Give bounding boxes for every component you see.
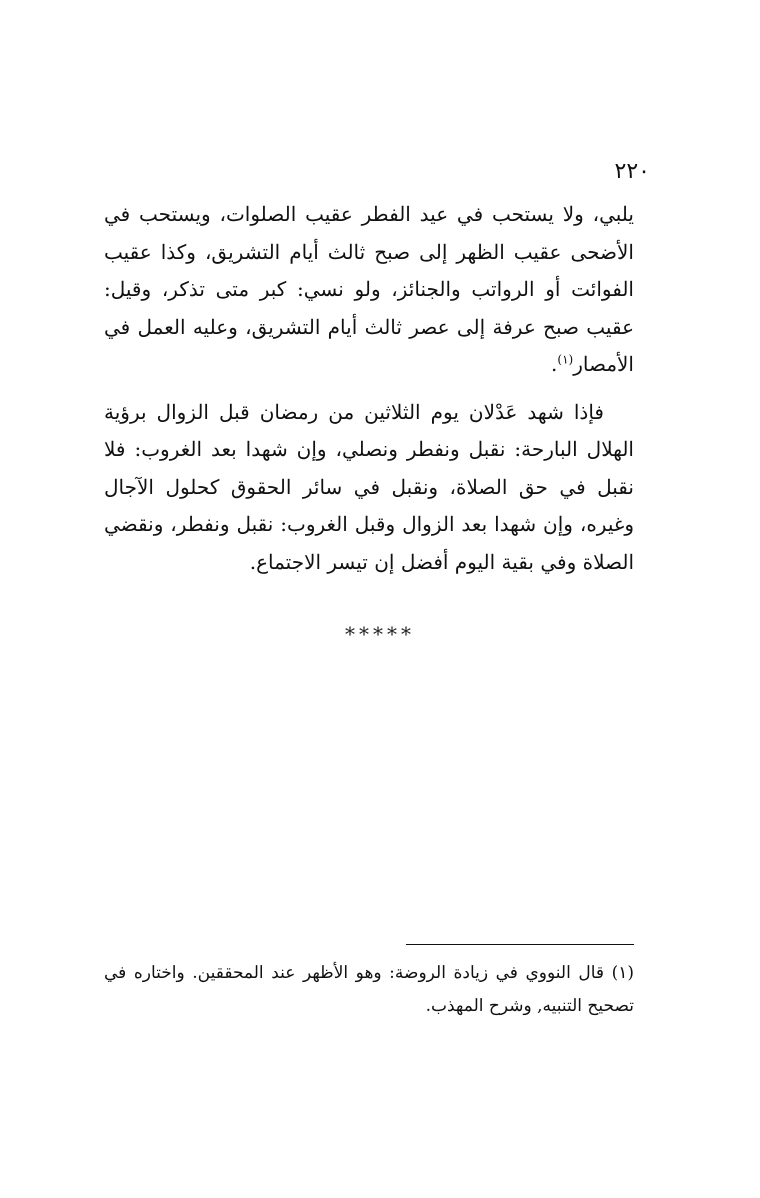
footnote-section bbox=[104, 957, 634, 1023]
paragraph-1 bbox=[104, 196, 634, 384]
paragraph-1-end: . bbox=[551, 352, 558, 376]
section-separator: ***** bbox=[345, 622, 415, 646]
main-text bbox=[104, 196, 634, 581]
footnote-reference-1: (١) bbox=[557, 352, 574, 367]
footnote-divider bbox=[406, 944, 634, 945]
page-number: ٢٢٠ bbox=[614, 159, 650, 184]
paragraph-2: فإذا شهد عَدْلان يوم الثلاثين من رمضان قبل الزوال برؤية الهلال البارحة: نقبل ونفطر ونصلي، وإن شهدا بعد الغروب: فلا نقبل في حق الصلاة، ونقبل في سائر الحقوق كحلول الآجال وغيره، وإن شهدا بعد الزوال وقبل الغروب: نقبل ونفطر، ونقضي الصلاة وفي بقية اليوم أفضل إن تيسر الاجتماع. bbox=[104, 399, 634, 574]
paragraph-1-text: يلبي، ولا يستحب في عيد الفطر عقيب الصلوات، ويستحب في الأضحى عقيب الظهر إلى صبح ثالث أيام التشريق، وكذا عقيب الفوائت أو الرواتب والجنائز، ولو نسي: كبر متى تذكر، وقيل: عقيب صبح عرفة إلى عصر ثالث أيام التشريق، وعليه العمل في الأمصار bbox=[104, 202, 634, 376]
footnote-1: (١) قال النووي في زيادة الروضة: وهو الأظهر عند المحققين. واختاره في تصحيح التنبيه, وشرح المهذب. bbox=[104, 963, 634, 1016]
